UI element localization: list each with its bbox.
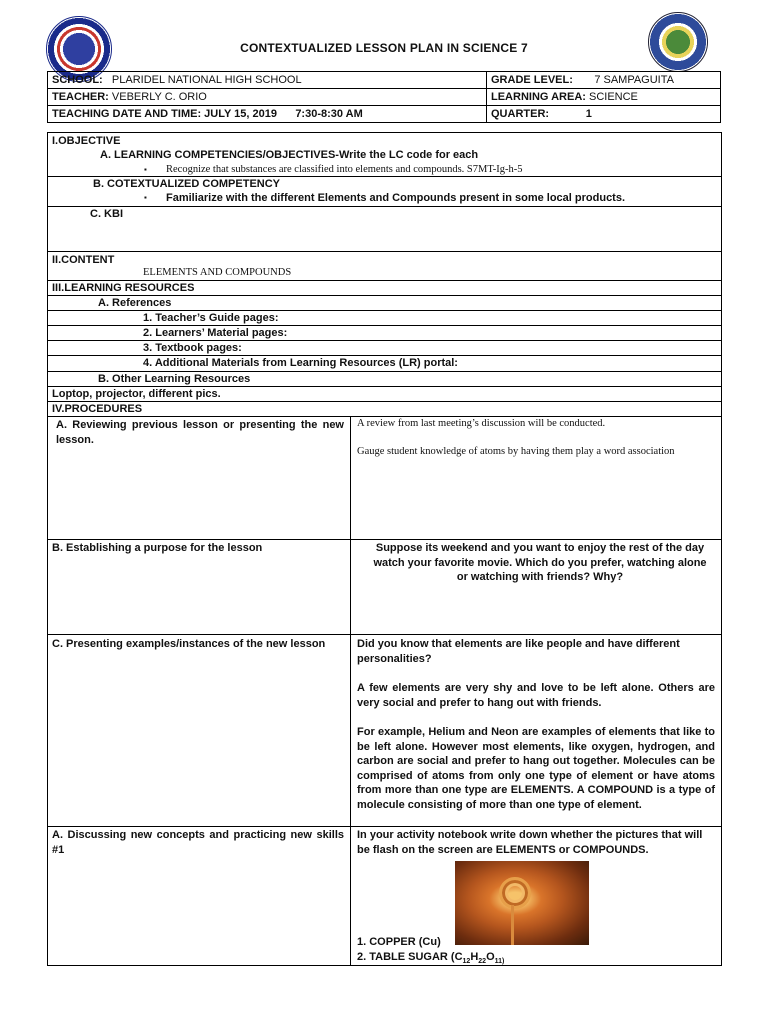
date-value: JULY 15, 2019 — [204, 108, 277, 120]
teacher-value: VEBERLY C. ORIO — [111, 91, 207, 103]
objective-a-item — [166, 163, 523, 177]
teacher-label: TEACHER: — [52, 91, 109, 103]
objective-b-item: ▪ Familiarize with the different Elements and Compounds present in some local products. — [166, 191, 625, 205]
date-cell — [48, 106, 487, 123]
date-label: TEACHING DATE AND TIME: — [52, 108, 202, 120]
procedure-a-text1: A review from last meeting’s discussion will be conducted. — [357, 418, 606, 429]
procedure-b-text: Suppose its weekend and you want to enjoy the rest of the day watch your favorite movie. Which do you prefer, watching alone or watching with friends? Why? — [373, 542, 707, 584]
other-resources: Loptop, projector, different pics. — [52, 388, 221, 400]
school-value: PLARIDEL NATIONAL HIGH SCHOOL — [111, 74, 302, 86]
procedure-d-label: A. Discussing new concepts and practicing new skills #1 — [52, 829, 344, 856]
copper-wire-image — [455, 861, 589, 945]
resources-b-title: B. Other Learning Resources — [98, 373, 251, 385]
procedure-a-text2: Gauge student knowledge of atoms by having them play a word association — [357, 446, 675, 457]
school-label: SCHOOL: — [52, 74, 103, 86]
content-value: ELEMENTS AND COMPOUNDS — [143, 267, 292, 278]
teacher-cell — [48, 89, 487, 106]
ref-item: 2. Learners’ Material pages: — [143, 327, 288, 339]
resources-heading: III.LEARNING RESOURCES — [52, 282, 195, 294]
quarter-label: QUARTER: — [491, 108, 550, 120]
area-label: LEARNING AREA: — [491, 91, 586, 103]
sugar-sub-o: 11) — [494, 958, 505, 966]
procedure-c-label: C. Presenting examples/instances of the new lesson — [52, 638, 326, 650]
element-item-copper: 1. COPPER (Cu) — [357, 936, 441, 948]
ref-item: 4. Additional Materials from Learning Resources (LR) portal: — [143, 357, 458, 369]
objective-b-title: B. COTEXTUALIZED COMPETENCY — [93, 178, 281, 190]
procedure-b-label: B. Establishing a purpose for the lesson — [52, 542, 263, 554]
sugar-o: O — [486, 951, 495, 963]
area-cell — [487, 89, 721, 106]
procedure-c-p2: A few elements are very shy and love to be left alone. Others are very social and prefer to hang out with friends. — [357, 682, 715, 709]
procedure-a-label: A. Reviewing previous lesson or presenting the new lesson. — [56, 419, 344, 446]
grade-cell — [487, 72, 721, 89]
document-title: CONTEXTUALIZED LESSON PLAN IN SCIENCE 7 — [240, 41, 528, 55]
time-value: 7:30-8:30 AM — [295, 108, 363, 120]
info-table — [47, 71, 721, 123]
resources-a-title: A. References — [98, 297, 172, 309]
sugar-formula-prefix: 2. TABLE SUGAR (C — [357, 951, 463, 963]
procedure-c-p1: Did you know that elements are like people and have different personalities? — [357, 638, 680, 665]
grade-value: 7 SAMPAGUITA — [594, 74, 674, 86]
objective-a-item-text: Recognize that substances are classified into elements and compounds. — [166, 164, 465, 175]
school-cell — [48, 72, 487, 89]
procedure-d-text: In your activity notebook write down whether the pictures that will be flash on the screen are ELEMENTS or COMPOUNDS. — [357, 829, 703, 856]
objective-a-title: A. LEARNING COMPETENCIES/OBJECTIVES-Write the LC code for each — [100, 149, 479, 161]
ref-item: 3. Textbook pages: — [143, 342, 242, 354]
quarter-value: 1 — [585, 108, 592, 120]
objective-a-code: S7MT-Ig-h-5 — [466, 164, 523, 175]
quarter-cell — [487, 106, 721, 123]
sugar-sub-c: 12 — [462, 958, 471, 966]
content-heading: II.CONTENT — [52, 254, 115, 266]
objective-c-title: C. KBI — [90, 208, 123, 220]
area-value: SCIENCE — [589, 91, 638, 103]
grade-label: GRADE LEVEL: — [491, 74, 573, 86]
ref-item: 1. Teacher’s Guide pages: — [143, 312, 279, 324]
procedure-c-p3: For example, Helium and Neon are examples of elements that like to be left alone. However most elements, like oxygen, hydrogen, and carbon are social and prefer to hang out together. Molecules can be comprised of atoms from only one type of element or have atoms from more than one type are ELEMENTS. A COMPOUND is a type of molecule consisting of more than one type of element. — [357, 726, 715, 811]
compound-item-sugar — [357, 950, 504, 969]
procedures-heading: IV.PROCEDURES — [52, 403, 143, 415]
sugar-sub-h: 22 — [478, 958, 487, 966]
sugar-h: H — [470, 951, 479, 963]
objective-heading: I.OBJECTIVE — [52, 135, 121, 147]
